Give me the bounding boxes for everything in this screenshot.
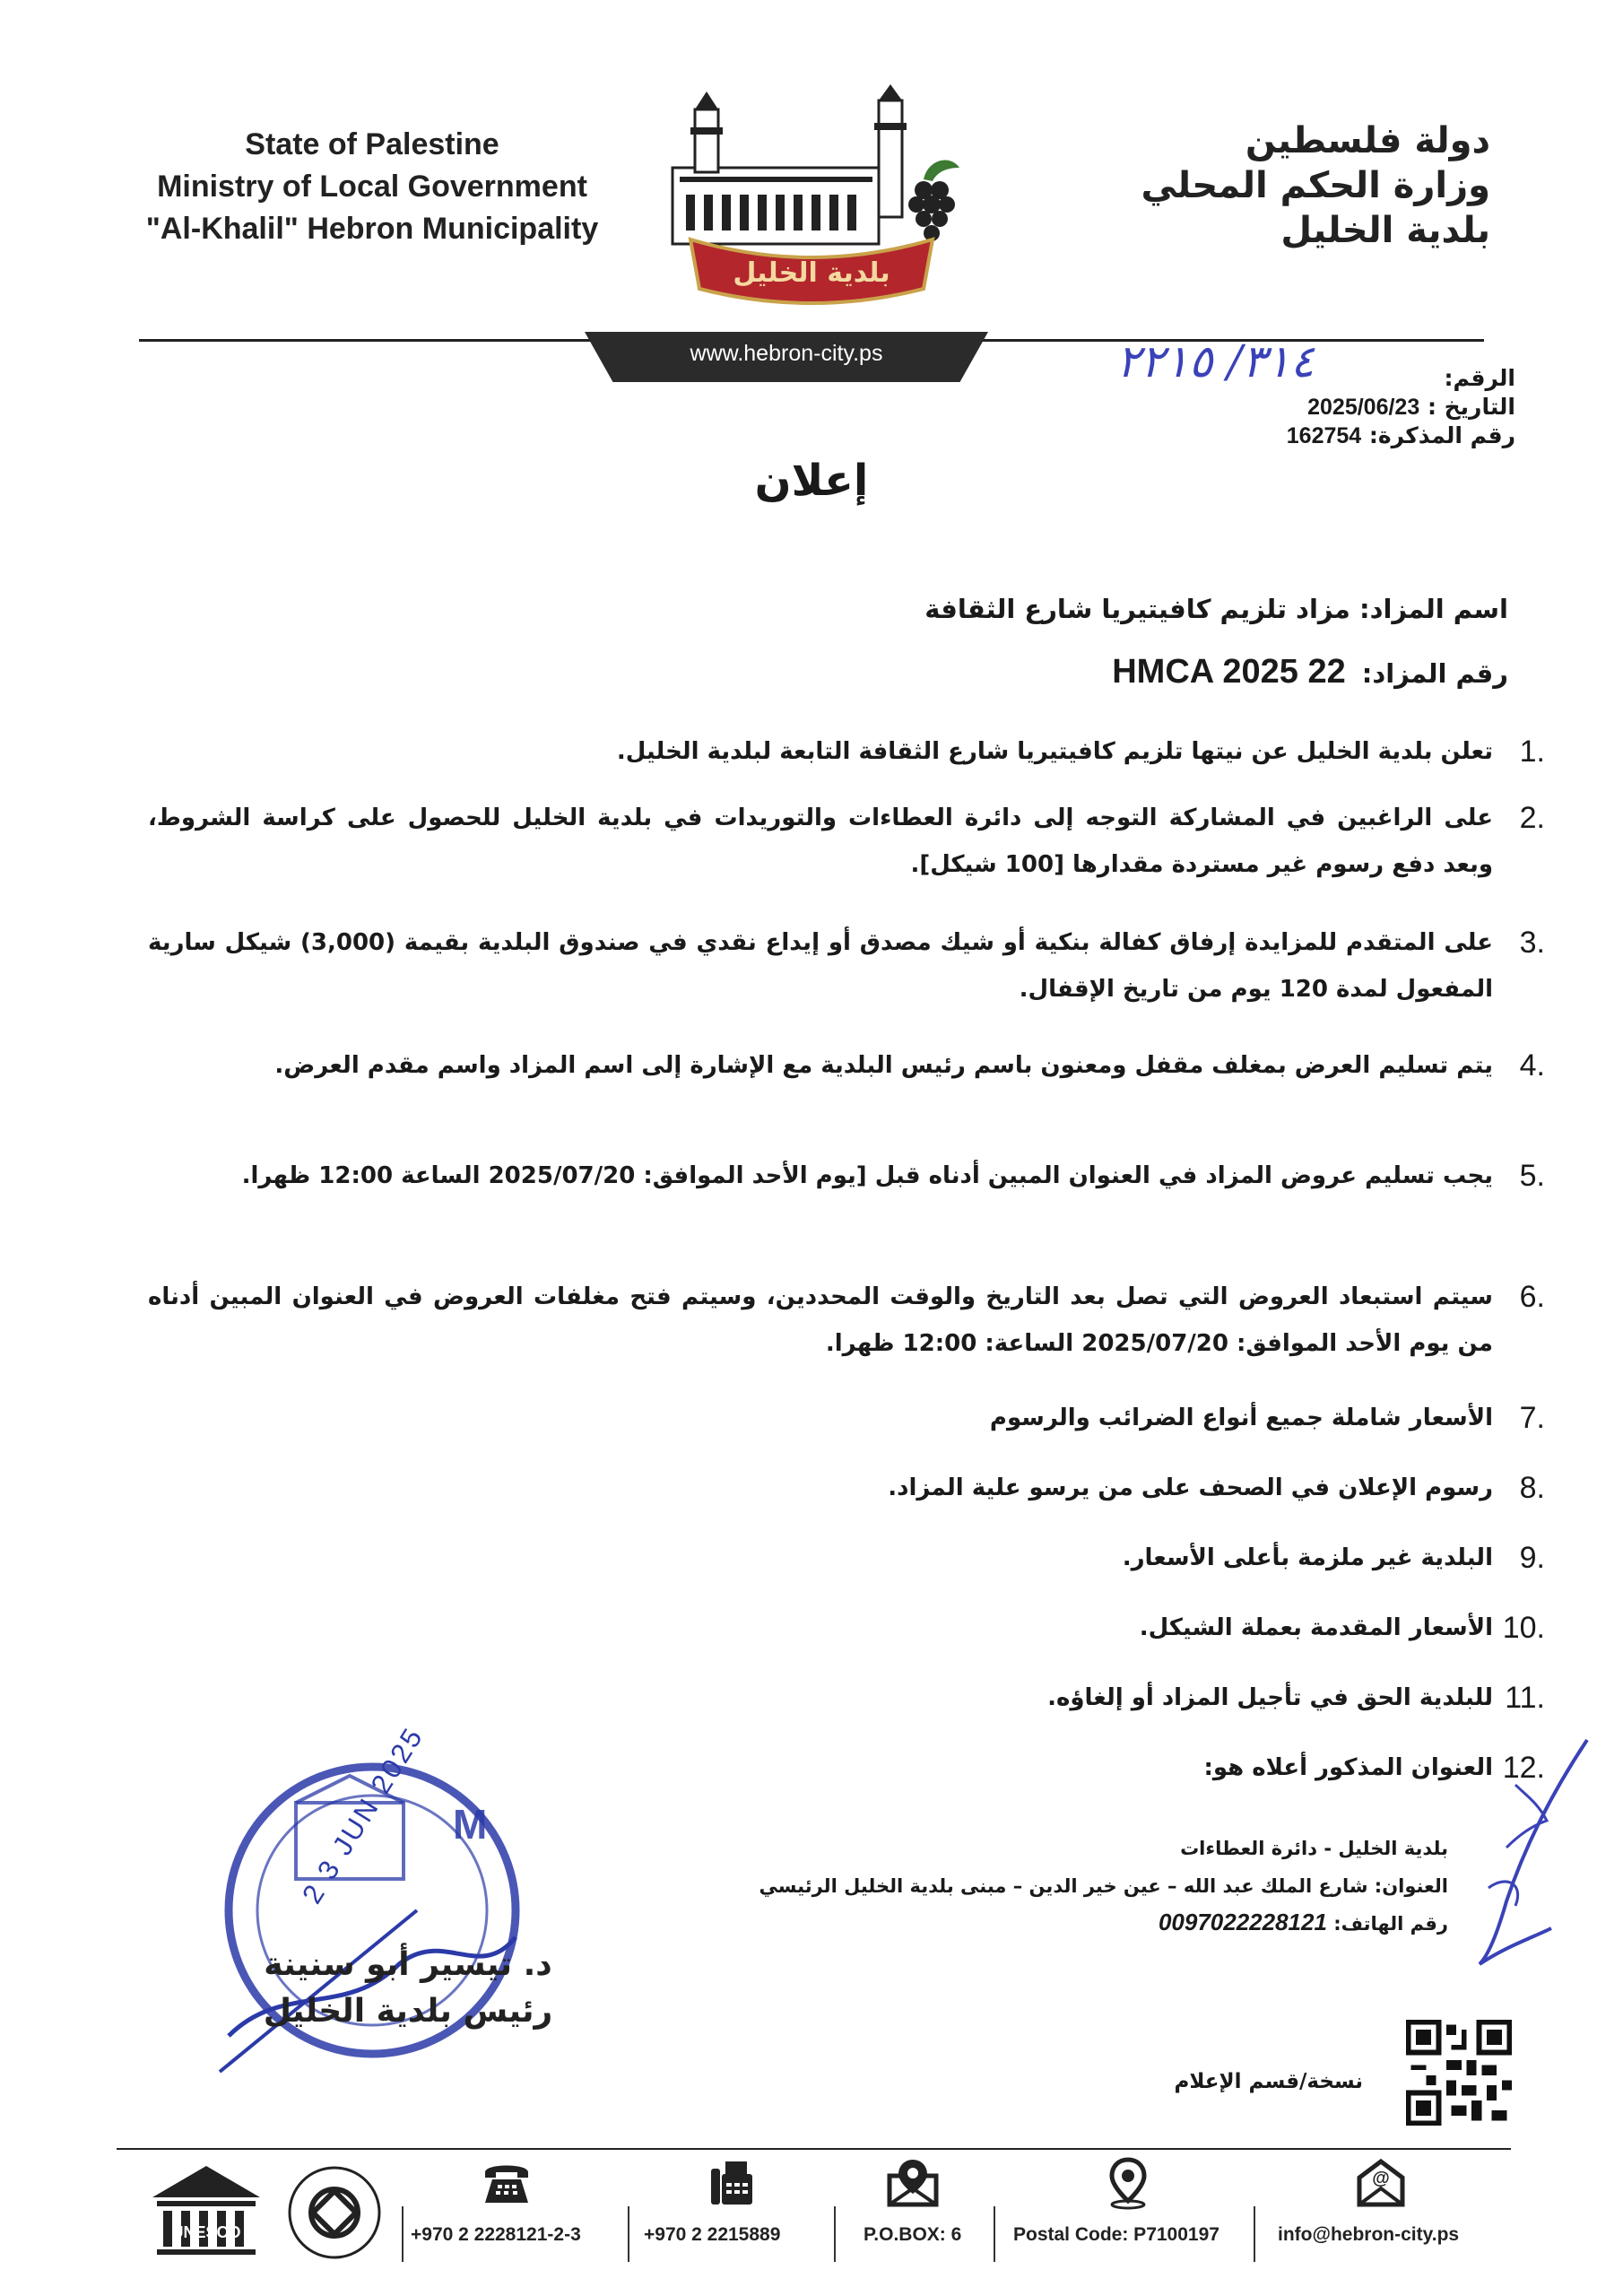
contact-phone-value: 0097022228121: [1158, 1909, 1327, 1935]
header-ar-line-2: وزارة الحكم المحلي: [1141, 165, 1490, 206]
ref-memo-line: [1013, 421, 1515, 451]
mayor-role: رئيس بلدية الخليل: [263, 1993, 553, 2030]
header-en-line-3: "Al-Khalil" Hebron Municipality: [145, 212, 599, 246]
auction-number-line: [163, 653, 1508, 691]
stamp-date: 2 3 JUN 2025: [296, 1720, 430, 1909]
auction-number-label: رقم المزاد:: [1361, 658, 1508, 689]
item-2: [148, 795, 1545, 888]
logo-text: بلدية الخليل: [733, 257, 890, 289]
item-8: [148, 1465, 1545, 1511]
item-5: [148, 1152, 1545, 1199]
ref-date-value: 2025/06/23: [1307, 395, 1420, 420]
item-6-number: 6.: [1519, 1280, 1545, 1314]
municipality-logo: [655, 83, 968, 311]
header-en-line-1: State of Palestine: [245, 127, 499, 161]
item-8-text: رسوم الإعلان في الصحف على من يرسو علية المزاد.: [888, 1474, 1493, 1501]
ref-date-line: [1013, 392, 1515, 422]
footer-email[interactable]: info@hebron-city.ps: [1278, 2224, 1460, 2245]
footer-separator: [628, 2206, 629, 2262]
item-9-text: البلدية غير ملزمة بأعلى الأسعار.: [1122, 1544, 1493, 1571]
svg-text:M: M: [453, 1801, 488, 1848]
item-5-text: يجب تسليم عروض المزاد في العنوان المبين أدناه قبل [يوم الأحد الموافق: 2025/07/20 الساعة 12:00 ظهرا.: [241, 1162, 1493, 1189]
item-3: [148, 919, 1545, 1013]
mayor-name: د. تيسير أبو سنينة: [264, 1946, 552, 1983]
contact-address: العنوان: شارع الملك عبد الله – عين خير الدين – مبنى بلدية الخليل الرئيسي: [759, 1875, 1448, 1897]
auction-number-value: HMCA 2025 22: [1112, 653, 1346, 691]
location-pin-icon: [1101, 2156, 1155, 2210]
item-10-number: 10.: [1502, 1611, 1545, 1645]
item-11-number: 11.: [1505, 1681, 1545, 1715]
footer-phone[interactable]: +970 2 2228121-2-3: [411, 2224, 581, 2245]
item-10: [148, 1605, 1545, 1651]
contact-phone-line: [641, 1903, 1448, 1943]
unesco-logo: [143, 2161, 269, 2265]
unesco-text: UNESCO: [171, 2223, 241, 2241]
item-10-text: الأسعار المقدمة بعملة الشيكل.: [1139, 1614, 1493, 1641]
footer-postal-code: Postal Code: P7100197: [1013, 2224, 1219, 2245]
ref-date-label: التاريخ :: [1427, 394, 1515, 420]
svg-text:@: @: [1372, 2169, 1390, 2188]
world-heritage-emblem-icon: [285, 2163, 384, 2262]
header-english: [135, 124, 610, 250]
item-1-number: 1.: [1519, 735, 1545, 769]
copy-note: نسخة/قسم الإعلام: [1174, 2070, 1363, 2093]
item-7-number: 7.: [1519, 1401, 1545, 1435]
item-1-text: تعلن بلدية الخليل عن نيتها تلزيم كافيتيريا شارع الثقافة التابعة لبلدية الخليل.: [616, 738, 1493, 765]
ref-number-line: [1013, 363, 1515, 394]
header-ar-line-3: بلدية الخليل: [1280, 210, 1490, 251]
item-2-number: 2.: [1519, 801, 1545, 835]
item-3-text: على المتقدم للمزايدة إرفاق كفالة بنكية أو شيك مصدق أو إيداع نقدي في صندوق البلدية بقيمة (3,000) شيكل سارية المفعول لمدة 120 يوم من تاريخ الإقفال.: [148, 929, 1493, 1003]
ref-memo-value: 162754: [1286, 423, 1362, 448]
footer-separator: [1254, 2206, 1255, 2262]
po-box-map-pin-icon: [886, 2156, 940, 2210]
email-envelope-icon: [1354, 2156, 1408, 2210]
item-9: [148, 1535, 1545, 1581]
item-3-number: 3.: [1519, 926, 1545, 960]
ref-memo-label: رقم المذكرة:: [1368, 422, 1515, 448]
footer-pobox: P.O.BOX: 6: [864, 2224, 962, 2245]
fax-icon: [704, 2156, 758, 2210]
website-link[interactable]: www.hebron-city.ps: [690, 341, 883, 366]
item-4-text: يتم تسليم العرض بمغلف مقفل ومعنون باسم رئيس البلدية مع الإشارة إلى اسم المزاد واسم مقدم العرض.: [274, 1052, 1493, 1079]
header-arabic: [1114, 118, 1490, 253]
item-12-text: العنوان المذكور أعلاه هو:: [1203, 1754, 1493, 1781]
ref-number-label: الرقم:: [1444, 365, 1515, 391]
mayor-signature-block: [220, 1942, 596, 2035]
footer-separator: [994, 2206, 995, 2262]
header-en-line-2: Ministry of Local Government: [157, 170, 587, 204]
footer-separator: [402, 2206, 404, 2262]
handwritten-ref-number: ٣١٤/ ٢٢١٥: [1116, 335, 1315, 387]
announcement-title: إعلان: [754, 456, 869, 506]
footer-divider: [117, 2148, 1511, 2150]
item-6: [148, 1274, 1545, 1367]
item-1: [148, 728, 1545, 775]
contact-phone-label: رقم الهاتف:: [1333, 1913, 1448, 1935]
item-7: [148, 1395, 1545, 1441]
item-12-number: 12.: [1502, 1751, 1545, 1785]
item-2-text: على الراغبين في المشاركة التوجه إلى دائرة العطاءات والتوريدات في بلدية الخليل للحصول على كراسة الشروط، وبعد دفع رسوم غير مستردة مقدارها [100 شيكل].: [148, 804, 1493, 878]
item-5-number: 5.: [1519, 1159, 1545, 1193]
item-7-text: الأسعار شاملة جميع أنواع الضرائب والرسوم: [989, 1405, 1493, 1431]
handwritten-signature: [1453, 1722, 1605, 1982]
contact-dept: بلدية الخليل - دائرة العطاءات: [1180, 1838, 1448, 1859]
auction-name: اسم المزاد: مزاد تلزيم كافيتيريا شارع الثقافة: [924, 594, 1508, 624]
qr-code[interactable]: [1406, 2020, 1512, 2126]
item-8-number: 8.: [1519, 1471, 1545, 1505]
footer-fax[interactable]: +970 2 2215889: [644, 2224, 781, 2245]
item-4: [148, 1042, 1545, 1089]
footer-separator: [834, 2206, 836, 2262]
item-9-number: 9.: [1519, 1541, 1545, 1575]
item-11-text: للبلدية الحق في تأجيل المزاد أو إلغاؤه.: [1047, 1684, 1493, 1711]
item-6-text: سيتم استبعاد العروض التي تصل بعد التاريخ والوقت المحددين، وسيتم فتح مغلفات العروض في العنوان المبين أدناه من يوم الأحد الموافق: 2025/07/20 الساعة: 12:00 ظهرا.: [148, 1283, 1493, 1357]
item-11: [148, 1674, 1545, 1721]
item-4-number: 4.: [1519, 1048, 1545, 1083]
header-ar-line-1: دولة فلسطين: [1245, 120, 1490, 161]
telephone-icon: [480, 2156, 534, 2210]
